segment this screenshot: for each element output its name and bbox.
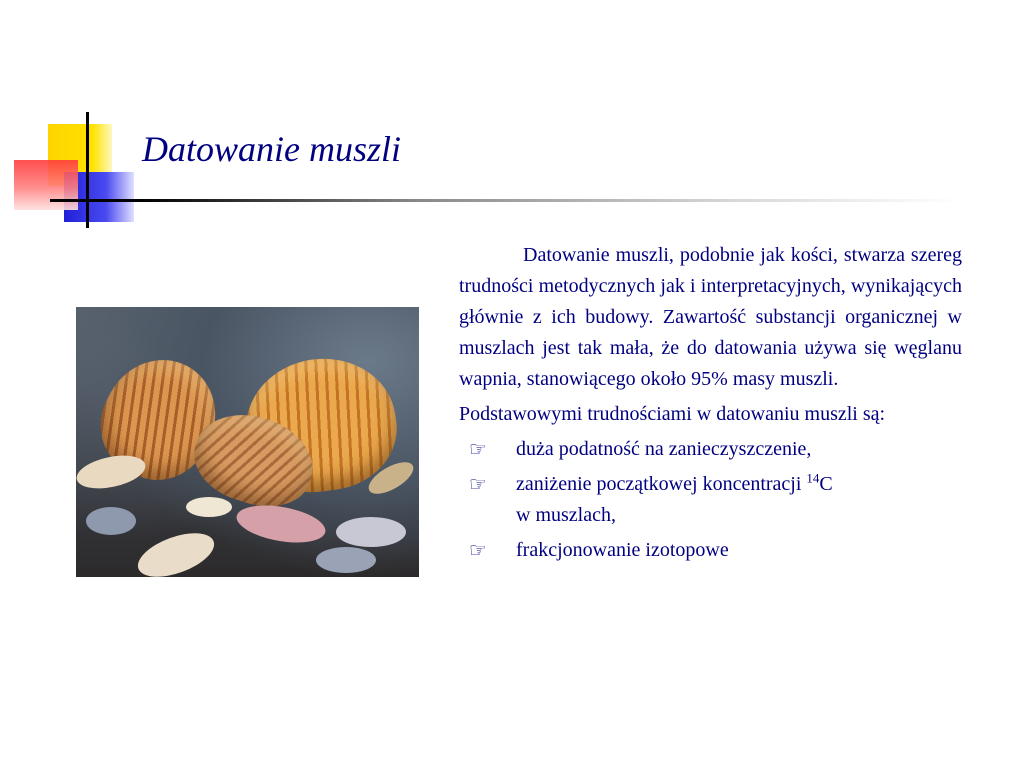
pebble	[132, 524, 219, 577]
pointing-hand-icon: ☞	[469, 472, 487, 496]
list-item	[459, 535, 962, 566]
list-item-text: duża podatność na zanieczyszczenie,	[516, 438, 812, 460]
pebble	[86, 507, 136, 535]
difficulties-list	[459, 434, 962, 566]
slide-title: Datowanie muszli	[142, 129, 402, 169]
pebble	[336, 517, 406, 547]
pebble	[234, 499, 329, 548]
title-underline	[50, 199, 962, 202]
difficulties-paragraph: Podstawowymi trudnościami w datowaniu muszli są:	[459, 403, 886, 425]
list-item	[459, 469, 962, 531]
pebble	[76, 450, 148, 494]
list-item-continuation: w muszlach,	[516, 504, 616, 526]
pointing-hand-icon: ☞	[469, 538, 487, 562]
vertical-rule	[86, 112, 89, 228]
slide-body	[459, 240, 962, 570]
pebble	[316, 547, 376, 573]
list-item-text: frakcjonowanie izotopowe	[516, 539, 729, 561]
list-item-text: zaniżenie początkowej koncentracji	[516, 473, 807, 495]
shell-photo	[76, 307, 419, 577]
list-item-text-end: C	[819, 473, 833, 495]
isotope-superscript: 14	[806, 470, 820, 486]
decorative-logo	[0, 0, 150, 240]
pebble	[186, 497, 232, 517]
red-square	[14, 160, 78, 210]
intro-paragraph: Datowanie muszli, podobnie jak kości, stwarza szereg trudności metodycznych jak i interpretacyjnych, wynikających głównie z ich budowy. Zawartość substancji organicznej w muszlach jest tak mała, że do datowania używa się węglanu wapnia, stanowiącego około 95% masy muszli.	[459, 244, 962, 390]
list-item	[459, 434, 962, 465]
pointing-hand-icon: ☞	[469, 437, 487, 461]
